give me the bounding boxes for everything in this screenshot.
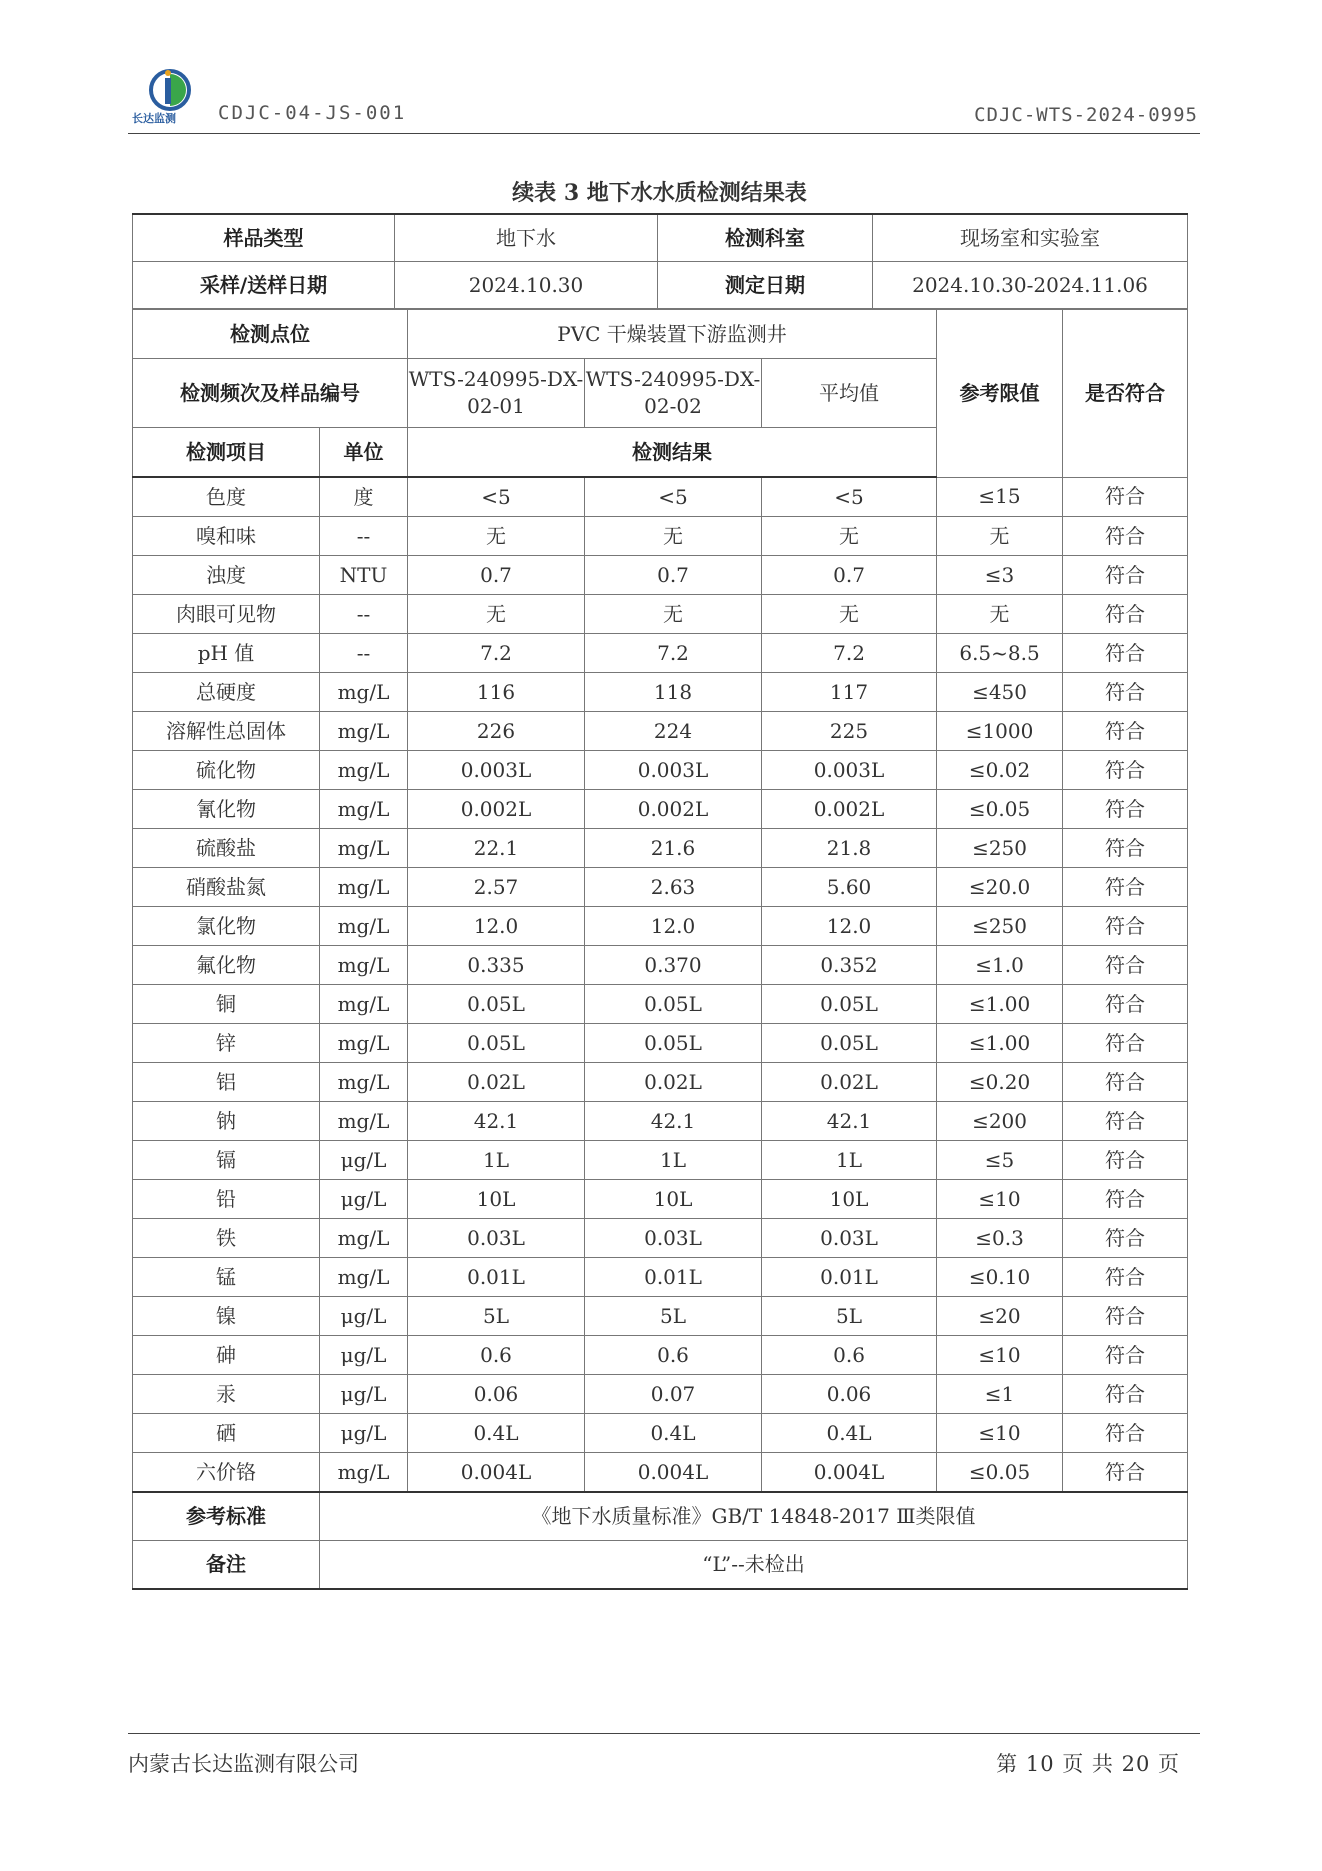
result-average: 7.2	[762, 634, 937, 673]
table-row	[133, 946, 1188, 985]
meta-value: 地下水	[395, 214, 658, 262]
result-average: 无	[762, 517, 937, 556]
result-sample-2: 0.002L	[585, 790, 762, 829]
result-sample-2: 0.02L	[585, 1063, 762, 1102]
logo-text: 长达监测	[132, 112, 176, 125]
item-name: 硒	[133, 1414, 320, 1453]
item-name: 色度	[133, 477, 320, 517]
company-name: 内蒙古长达监测有限公司	[128, 1752, 359, 1776]
item-name: 铝	[133, 1063, 320, 1102]
results-table	[132, 309, 1188, 1590]
result-sample-2: 21.6	[585, 829, 762, 868]
result-average: 0.02L	[762, 1063, 937, 1102]
item-name: 嗅和味	[133, 517, 320, 556]
result-average: 0.05L	[762, 1024, 937, 1063]
reference-limit: ≤0.3	[937, 1219, 1063, 1258]
conformity: 符合	[1063, 1375, 1188, 1414]
table-row	[133, 1063, 1188, 1102]
result-sample-2: 0.03L	[585, 1219, 762, 1258]
result-average: 10L	[762, 1180, 937, 1219]
unit: mg/L	[320, 1102, 408, 1141]
table-row	[133, 790, 1188, 829]
reference-limit: ≤10	[937, 1336, 1063, 1375]
conformity: 符合	[1063, 751, 1188, 790]
result-sample-1: 0.002L	[408, 790, 585, 829]
reference-limit: ≤1	[937, 1375, 1063, 1414]
unit: μg/L	[320, 1297, 408, 1336]
result-average: 117	[762, 673, 937, 712]
item-name: 肉眼可见物	[133, 595, 320, 634]
unit: μg/L	[320, 1141, 408, 1180]
table-row	[133, 712, 1188, 751]
point-label: 检测点位	[133, 310, 408, 359]
unit: mg/L	[320, 868, 408, 907]
unit: μg/L	[320, 1414, 408, 1453]
table-row	[133, 1024, 1188, 1063]
conformity: 符合	[1063, 673, 1188, 712]
unit: mg/L	[320, 946, 408, 985]
reference-limit: ≤10	[937, 1414, 1063, 1453]
result-sample-1: 0.05L	[408, 985, 585, 1024]
conformity: 符合	[1063, 556, 1188, 595]
item-name: 砷	[133, 1336, 320, 1375]
reference-limit: ≤450	[937, 673, 1063, 712]
remark-value: “L”--未检出	[320, 1541, 1188, 1590]
result-sample-1: 0.7	[408, 556, 585, 595]
header-divider	[128, 133, 1200, 134]
result-sample-2: 0.4L	[585, 1414, 762, 1453]
result-sample-1: 5L	[408, 1297, 585, 1336]
item-name: 浊度	[133, 556, 320, 595]
unit: NTU	[320, 556, 408, 595]
result-sample-2: 0.05L	[585, 985, 762, 1024]
table-row	[133, 673, 1188, 712]
conformity: 符合	[1063, 1219, 1188, 1258]
unit: --	[320, 595, 408, 634]
average-header: 平均值	[762, 359, 937, 428]
meta-value: 2024.10.30	[395, 262, 658, 309]
table-row	[133, 829, 1188, 868]
result-average: 5.60	[762, 868, 937, 907]
table-row	[133, 556, 1188, 595]
result-average: 0.05L	[762, 985, 937, 1024]
item-name: 氰化物	[133, 790, 320, 829]
result-sample-1: 42.1	[408, 1102, 585, 1141]
table-row	[133, 1102, 1188, 1141]
result-sample-2: 0.6	[585, 1336, 762, 1375]
remark-row	[133, 1541, 1188, 1590]
conformity: 符合	[1063, 790, 1188, 829]
table-row	[133, 868, 1188, 907]
item-name: 铅	[133, 1180, 320, 1219]
conformity: 符合	[1063, 1024, 1188, 1063]
result-sample-1: <5	[408, 477, 585, 517]
conform-header: 是否符合	[1063, 310, 1188, 478]
conformity: 符合	[1063, 477, 1188, 517]
result-sample-2: 1L	[585, 1141, 762, 1180]
unit: mg/L	[320, 1258, 408, 1297]
table-title: 续表 3 地下水水质检测结果表	[512, 180, 807, 206]
unit: mg/L	[320, 751, 408, 790]
conformity: 符合	[1063, 634, 1188, 673]
standard-row	[133, 1492, 1188, 1541]
table-row	[133, 1336, 1188, 1375]
result-sample-2: 118	[585, 673, 762, 712]
meta-label: 采样/送样日期	[133, 262, 395, 309]
table-row	[133, 517, 1188, 556]
conformity: 符合	[1063, 1063, 1188, 1102]
table-row	[133, 1258, 1188, 1297]
conformity: 符合	[1063, 907, 1188, 946]
remark-label: 备注	[133, 1541, 320, 1590]
item-name: 六价铬	[133, 1453, 320, 1493]
conformity: 符合	[1063, 1180, 1188, 1219]
table-row	[133, 1141, 1188, 1180]
conformity: 符合	[1063, 868, 1188, 907]
footer-divider	[128, 1733, 1200, 1734]
item-name: 氟化物	[133, 946, 320, 985]
result-sample-1: 0.02L	[408, 1063, 585, 1102]
result-average: <5	[762, 477, 937, 517]
result-sample-2: 0.07	[585, 1375, 762, 1414]
result-sample-1: 0.335	[408, 946, 585, 985]
result-average: 5L	[762, 1297, 937, 1336]
item-header: 检测项目	[133, 428, 320, 478]
table-row	[133, 634, 1188, 673]
reference-limit: 无	[937, 517, 1063, 556]
result-average: 225	[762, 712, 937, 751]
item-name: 硝酸盐氮	[133, 868, 320, 907]
result-average: 1L	[762, 1141, 937, 1180]
unit: mg/L	[320, 1453, 408, 1493]
result-sample-1: 7.2	[408, 634, 585, 673]
conformity: 符合	[1063, 1336, 1188, 1375]
conformity: 符合	[1063, 985, 1188, 1024]
conformity: 符合	[1063, 1141, 1188, 1180]
item-name: 硫酸盐	[133, 829, 320, 868]
result-sample-2: 7.2	[585, 634, 762, 673]
result-average: 0.004L	[762, 1453, 937, 1493]
result-average: 42.1	[762, 1102, 937, 1141]
report-code: CDJC-WTS-2024-0995	[974, 104, 1198, 126]
meta-value: 2024.10.30-2024.11.06	[873, 262, 1188, 309]
table-row	[133, 1375, 1188, 1414]
reference-limit: ≤10	[937, 1180, 1063, 1219]
table-row	[133, 1453, 1188, 1493]
reference-limit: 6.5~8.5	[937, 634, 1063, 673]
result-sample-1: 0.003L	[408, 751, 585, 790]
item-name: 汞	[133, 1375, 320, 1414]
result-sample-1: 116	[408, 673, 585, 712]
result-sample-1: 0.6	[408, 1336, 585, 1375]
table-row	[133, 985, 1188, 1024]
result-sample-1: 无	[408, 517, 585, 556]
result-average: 0.352	[762, 946, 937, 985]
result-average: 0.06	[762, 1375, 937, 1414]
result-sample-2: 0.01L	[585, 1258, 762, 1297]
result-average: 0.01L	[762, 1258, 937, 1297]
result-sample-1: 0.03L	[408, 1219, 585, 1258]
standard-label: 参考标准	[133, 1492, 320, 1541]
unit-header: 单位	[320, 428, 408, 478]
result-sample-1: 0.06	[408, 1375, 585, 1414]
result-sample-1: 0.05L	[408, 1024, 585, 1063]
page-number: 第 10 页 共 20 页	[996, 1752, 1180, 1776]
item-name: 溶解性总固体	[133, 712, 320, 751]
result-sample-1: 0.4L	[408, 1414, 585, 1453]
table-row	[133, 1180, 1188, 1219]
result-sample-1: 无	[408, 595, 585, 634]
unit: 度	[320, 477, 408, 517]
conformity: 符合	[1063, 595, 1188, 634]
result-sample-2: 0.05L	[585, 1024, 762, 1063]
meta-table	[132, 213, 1188, 309]
reference-limit: ≤1.00	[937, 1024, 1063, 1063]
reference-limit: ≤250	[937, 829, 1063, 868]
result-sample-1: 10L	[408, 1180, 585, 1219]
result-average: 0.4L	[762, 1414, 937, 1453]
limit-header: 参考限值	[937, 310, 1063, 478]
meta-row	[133, 262, 1188, 309]
reference-limit: ≤200	[937, 1102, 1063, 1141]
conformity: 符合	[1063, 1258, 1188, 1297]
result-sample-1: 12.0	[408, 907, 585, 946]
conformity: 符合	[1063, 1102, 1188, 1141]
reference-limit: ≤0.10	[937, 1258, 1063, 1297]
result-sample-2: <5	[585, 477, 762, 517]
reference-limit: ≤1.00	[937, 985, 1063, 1024]
table-row	[133, 1297, 1188, 1336]
result-sample-2: 42.1	[585, 1102, 762, 1141]
frequency-label: 检测频次及样品编号	[133, 359, 408, 428]
result-average: 无	[762, 595, 937, 634]
reference-limit: ≤3	[937, 556, 1063, 595]
result-average: 0.03L	[762, 1219, 937, 1258]
result-sample-1: 22.1	[408, 829, 585, 868]
result-average: 0.002L	[762, 790, 937, 829]
document-code: CDJC-04-JS-001	[218, 102, 407, 124]
sample-id-1: WTS-240995-DX-02-01	[408, 359, 585, 428]
conformity: 符合	[1063, 1297, 1188, 1336]
result-sample-2: 无	[585, 517, 762, 556]
conformity: 符合	[1063, 1453, 1188, 1493]
item-name: 硫化物	[133, 751, 320, 790]
sample-id-2: WTS-240995-DX-02-02	[585, 359, 762, 428]
result-sample-1: 2.57	[408, 868, 585, 907]
reference-limit: 无	[937, 595, 1063, 634]
conformity: 符合	[1063, 829, 1188, 868]
meta-value: 现场室和实验室	[873, 214, 1188, 262]
unit: mg/L	[320, 1024, 408, 1063]
reference-limit: ≤0.20	[937, 1063, 1063, 1102]
unit: mg/L	[320, 790, 408, 829]
result-sample-2: 0.004L	[585, 1453, 762, 1493]
meta-label: 检测科室	[658, 214, 873, 262]
result-header: 检测结果	[408, 428, 937, 478]
reference-limit: ≤250	[937, 907, 1063, 946]
unit: mg/L	[320, 712, 408, 751]
conformity: 符合	[1063, 946, 1188, 985]
item-name: 镍	[133, 1297, 320, 1336]
unit: mg/L	[320, 985, 408, 1024]
reference-limit: ≤0.05	[937, 790, 1063, 829]
result-sample-2: 12.0	[585, 907, 762, 946]
result-sample-2: 5L	[585, 1297, 762, 1336]
reference-limit: ≤1.0	[937, 946, 1063, 985]
result-average: 12.0	[762, 907, 937, 946]
result-sample-2: 0.003L	[585, 751, 762, 790]
meta-label: 测定日期	[658, 262, 873, 309]
table-row	[133, 477, 1188, 517]
unit: μg/L	[320, 1180, 408, 1219]
result-sample-1: 0.01L	[408, 1258, 585, 1297]
reference-limit: ≤0.05	[937, 1453, 1063, 1493]
result-sample-1: 1L	[408, 1141, 585, 1180]
item-name: 镉	[133, 1141, 320, 1180]
reference-limit: ≤0.02	[937, 751, 1063, 790]
unit: mg/L	[320, 1063, 408, 1102]
result-sample-2: 10L	[585, 1180, 762, 1219]
result-average: 0.7	[762, 556, 937, 595]
page-header	[128, 58, 1198, 133]
item-name: 钠	[133, 1102, 320, 1141]
result-sample-2: 0.370	[585, 946, 762, 985]
table-row	[133, 1414, 1188, 1453]
table-row	[133, 1219, 1188, 1258]
result-sample-2: 224	[585, 712, 762, 751]
unit: mg/L	[320, 1219, 408, 1258]
result-average: 0.003L	[762, 751, 937, 790]
unit: mg/L	[320, 907, 408, 946]
reference-limit: ≤5	[937, 1141, 1063, 1180]
reference-limit: ≤20	[937, 1297, 1063, 1336]
conformity: 符合	[1063, 1414, 1188, 1453]
conformity: 符合	[1063, 517, 1188, 556]
table-row	[133, 751, 1188, 790]
table-row	[133, 907, 1188, 946]
item-name: 氯化物	[133, 907, 320, 946]
item-name: 铜	[133, 985, 320, 1024]
unit: --	[320, 517, 408, 556]
header-row	[133, 310, 1188, 359]
unit: μg/L	[320, 1336, 408, 1375]
reference-limit: ≤15	[937, 477, 1063, 517]
item-name: 铁	[133, 1219, 320, 1258]
result-average: 21.8	[762, 829, 937, 868]
result-sample-2: 0.7	[585, 556, 762, 595]
result-sample-2: 2.63	[585, 868, 762, 907]
unit: mg/L	[320, 673, 408, 712]
reference-limit: ≤20.0	[937, 868, 1063, 907]
meta-label: 样品类型	[133, 214, 395, 262]
result-sample-1: 226	[408, 712, 585, 751]
unit: mg/L	[320, 829, 408, 868]
table-row	[133, 595, 1188, 634]
item-name: pH 值	[133, 634, 320, 673]
point-value: PVC 干燥装置下游监测井	[408, 310, 937, 359]
unit: μg/L	[320, 1375, 408, 1414]
item-name: 总硬度	[133, 673, 320, 712]
result-sample-2: 无	[585, 595, 762, 634]
meta-row	[133, 214, 1188, 262]
unit: --	[320, 634, 408, 673]
item-name: 锌	[133, 1024, 320, 1063]
result-sample-1: 0.004L	[408, 1453, 585, 1493]
item-name: 锰	[133, 1258, 320, 1297]
conformity: 符合	[1063, 712, 1188, 751]
reference-limit: ≤1000	[937, 712, 1063, 751]
standard-value: 《地下水质量标准》GB/T 14848-2017 Ⅲ类限值	[320, 1492, 1188, 1541]
result-average: 0.6	[762, 1336, 937, 1375]
